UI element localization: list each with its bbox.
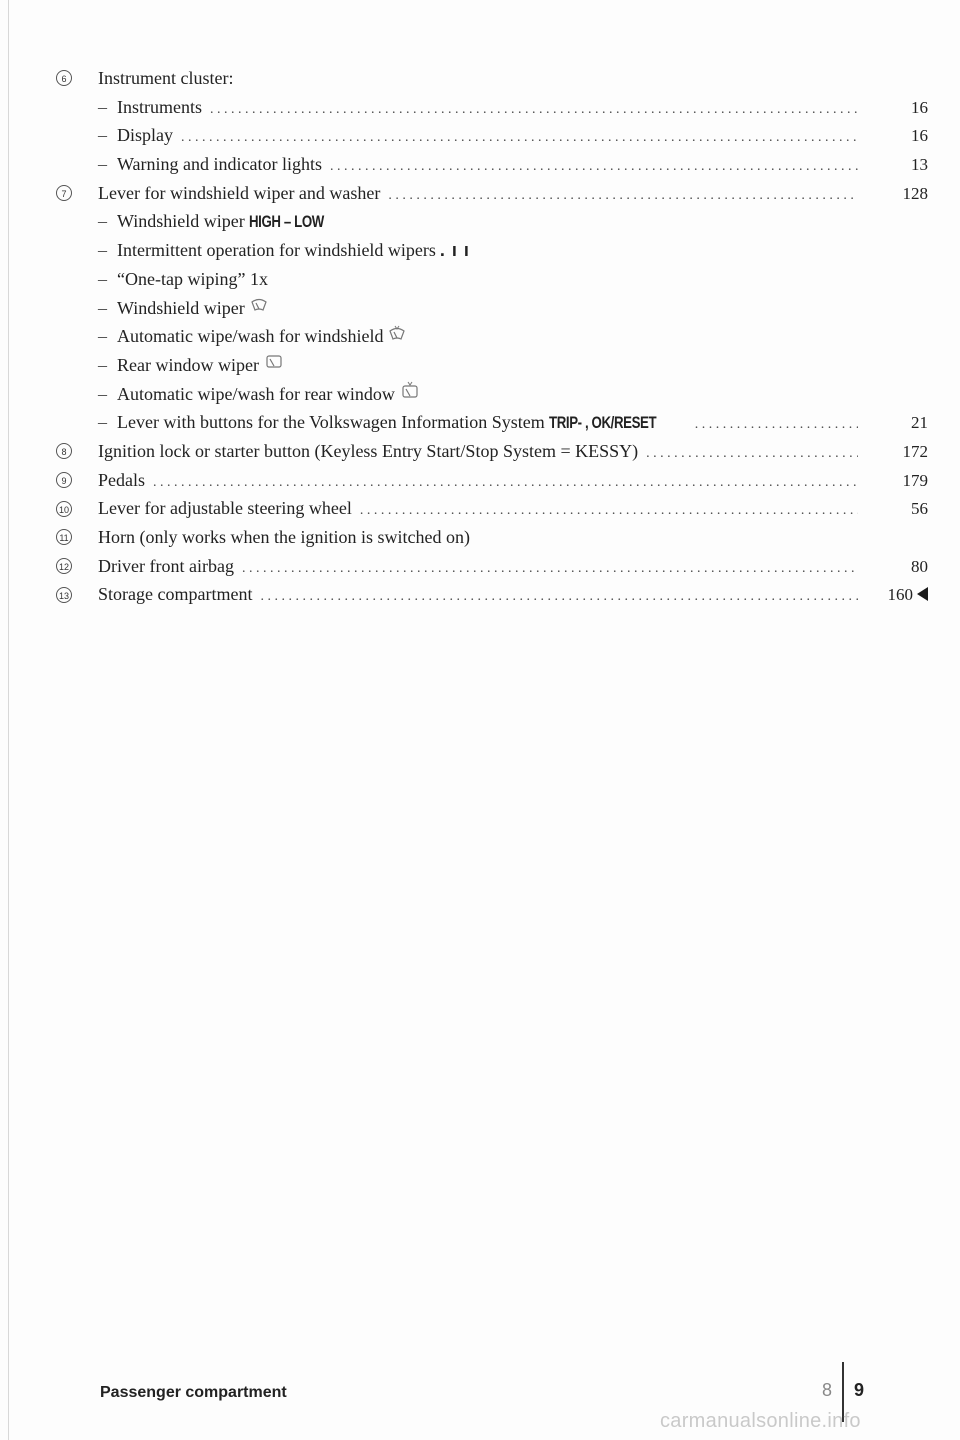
leader-dots: [153, 469, 858, 498]
toc-subentry: [56, 207, 928, 236]
page-reference-number: 160: [887, 585, 913, 605]
toc-label-text: Instruments: [117, 96, 202, 117]
rear-washer-icon: [401, 381, 419, 411]
page-reference-number: 56: [911, 499, 928, 519]
toc-subentry: [56, 121, 928, 150]
leader-dots: [388, 182, 858, 211]
toc-label-text: Lever with buttons for the Volkswagen Information System: [117, 412, 545, 433]
toc-label: [98, 523, 470, 552]
toc-entry: [56, 552, 928, 581]
leader-dots: [695, 411, 858, 440]
leader-dots: [181, 124, 858, 153]
item-number-marker: 11: [56, 529, 72, 545]
page-reference: [866, 409, 928, 438]
page-reference-number: 21: [911, 413, 928, 433]
toc-label: [117, 322, 405, 352]
toc-subentry: [56, 322, 928, 351]
list-dash: –: [98, 154, 107, 175]
toc-entry: [56, 466, 928, 495]
page-reference-number: 13: [911, 155, 928, 175]
toc-label: [117, 207, 345, 237]
list-dash: –: [98, 211, 107, 232]
toc-subentry: [56, 93, 928, 122]
toc-label-text: Pedals: [98, 469, 145, 490]
toc-label: [117, 236, 470, 265]
page-reference-number: 16: [911, 126, 928, 146]
toc-subentry: [56, 265, 928, 294]
page-reference-number: 80: [911, 556, 928, 576]
list-dash: –: [98, 297, 107, 318]
toc-entry: [56, 437, 928, 466]
item-number-marker: 6: [56, 70, 72, 86]
toc-label-text: Intermittent operation for windshield wipers: [117, 240, 436, 261]
list-dash: –: [98, 125, 107, 146]
table-of-contents: [56, 64, 928, 609]
toc-label-text: Ignition lock or starter button (Keyless Entry Start/Stop System = KESSY): [98, 440, 639, 461]
watermark[interactable]: carmanualsonline.info: [660, 1410, 861, 1432]
toc-label-text: “One-tap wiping” 1x: [117, 268, 268, 289]
toc-label: [117, 150, 322, 179]
toc-subentry: [56, 380, 928, 409]
toc-label: [117, 121, 173, 150]
page-reference: [866, 180, 928, 209]
page-edge-line: [8, 0, 9, 1440]
toc-label: [117, 380, 419, 411]
toc-label-text: Instrument cluster:: [98, 68, 234, 88]
toc-label: [98, 466, 145, 495]
windshield-washer-icon: [389, 324, 405, 353]
toc-label-text: Windshield wiper: [117, 297, 245, 318]
toc-label-text: Lever for adjustable steering wheel: [98, 498, 352, 519]
page-reference: [866, 151, 928, 180]
leader-dots: [330, 153, 858, 182]
list-dash: –: [98, 268, 107, 289]
page-reference-number: 128: [902, 183, 928, 203]
toc-label-text: Warning and indicator lights: [117, 154, 323, 175]
toc-label: [117, 93, 202, 122]
item-number-marker: 7: [56, 185, 72, 201]
toc-entry: [56, 523, 928, 552]
footer-section-title: Passenger compartment: [100, 1384, 287, 1401]
toc-label: [98, 179, 380, 208]
item-number-marker: 9: [56, 472, 72, 488]
toc-entry: [56, 179, 928, 208]
leader-dots: [242, 555, 858, 584]
leader-dots: [260, 583, 858, 612]
toc-subentry: [56, 236, 928, 265]
toc-label-text: Automatic wipe/wash for rear window: [117, 383, 395, 404]
windshield-wiper-icon: [251, 295, 267, 324]
toc-label: [98, 580, 252, 609]
page-reference: [866, 581, 928, 610]
list-dash: –: [98, 412, 107, 433]
page-reference: [866, 495, 928, 524]
list-dash: –: [98, 240, 107, 261]
toc-entry: [56, 494, 928, 523]
rear-wiper-icon: [265, 352, 283, 381]
list-dash: –: [98, 383, 107, 404]
page-reference-number: 16: [911, 97, 928, 117]
leader-dots: [360, 497, 858, 526]
toc-label: [117, 351, 283, 381]
page-reference: [866, 438, 928, 467]
item-number-marker: 12: [56, 558, 72, 574]
toc-label-text: Storage compartment: [98, 584, 253, 605]
toc-label: [117, 408, 687, 438]
page-reference: [866, 94, 928, 123]
page-number-right: 9: [854, 1380, 865, 1400]
list-dash: –: [98, 96, 107, 117]
toc-label: [98, 552, 234, 581]
page-reference: [866, 467, 928, 496]
page-reference: [866, 122, 928, 151]
toc-label: [98, 64, 233, 93]
list-dash: –: [98, 326, 107, 347]
toc-subentry: [56, 294, 928, 323]
toc-entry: [56, 580, 928, 609]
toc-label: [117, 294, 267, 324]
toc-label-text: Driver front airbag: [98, 555, 234, 576]
page-reference-number: 172: [902, 441, 928, 461]
intermittent-bars-icon: . ı ı: [439, 240, 470, 261]
back-arrow-icon: [917, 587, 928, 601]
toc-entry: [56, 64, 928, 93]
toc-subentry: [56, 351, 928, 380]
toc-label: [98, 437, 638, 466]
bold-control-label: TRIP- , OK/RESET: [549, 413, 657, 433]
toc-label-text: Rear window wiper: [117, 354, 259, 375]
list-dash: –: [98, 354, 107, 375]
toc-label-text: Horn (only works when the ignition is switched on): [98, 527, 470, 547]
page-number-left: 8: [822, 1380, 833, 1400]
leader-dots: [646, 440, 858, 469]
toc-label-text: Automatic wipe/wash for windshield: [117, 326, 384, 347]
page-reference: [866, 553, 928, 582]
toc-subentry: [56, 408, 928, 437]
bold-control-label: HIGH – LOW: [249, 212, 325, 232]
toc-label-text: Windshield wiper: [117, 211, 245, 232]
item-number-marker: 8: [56, 443, 72, 459]
toc-label-text: Display: [117, 125, 173, 146]
toc-label: [117, 265, 268, 294]
leader-dots: [210, 96, 858, 125]
toc-label: [98, 494, 352, 523]
toc-label-text: Lever for windshield wiper and washer: [98, 182, 381, 203]
item-number-marker: 10: [56, 501, 72, 517]
toc-subentry: [56, 150, 928, 179]
item-number-marker: 13: [56, 587, 72, 603]
page-reference-number: 179: [902, 470, 928, 490]
